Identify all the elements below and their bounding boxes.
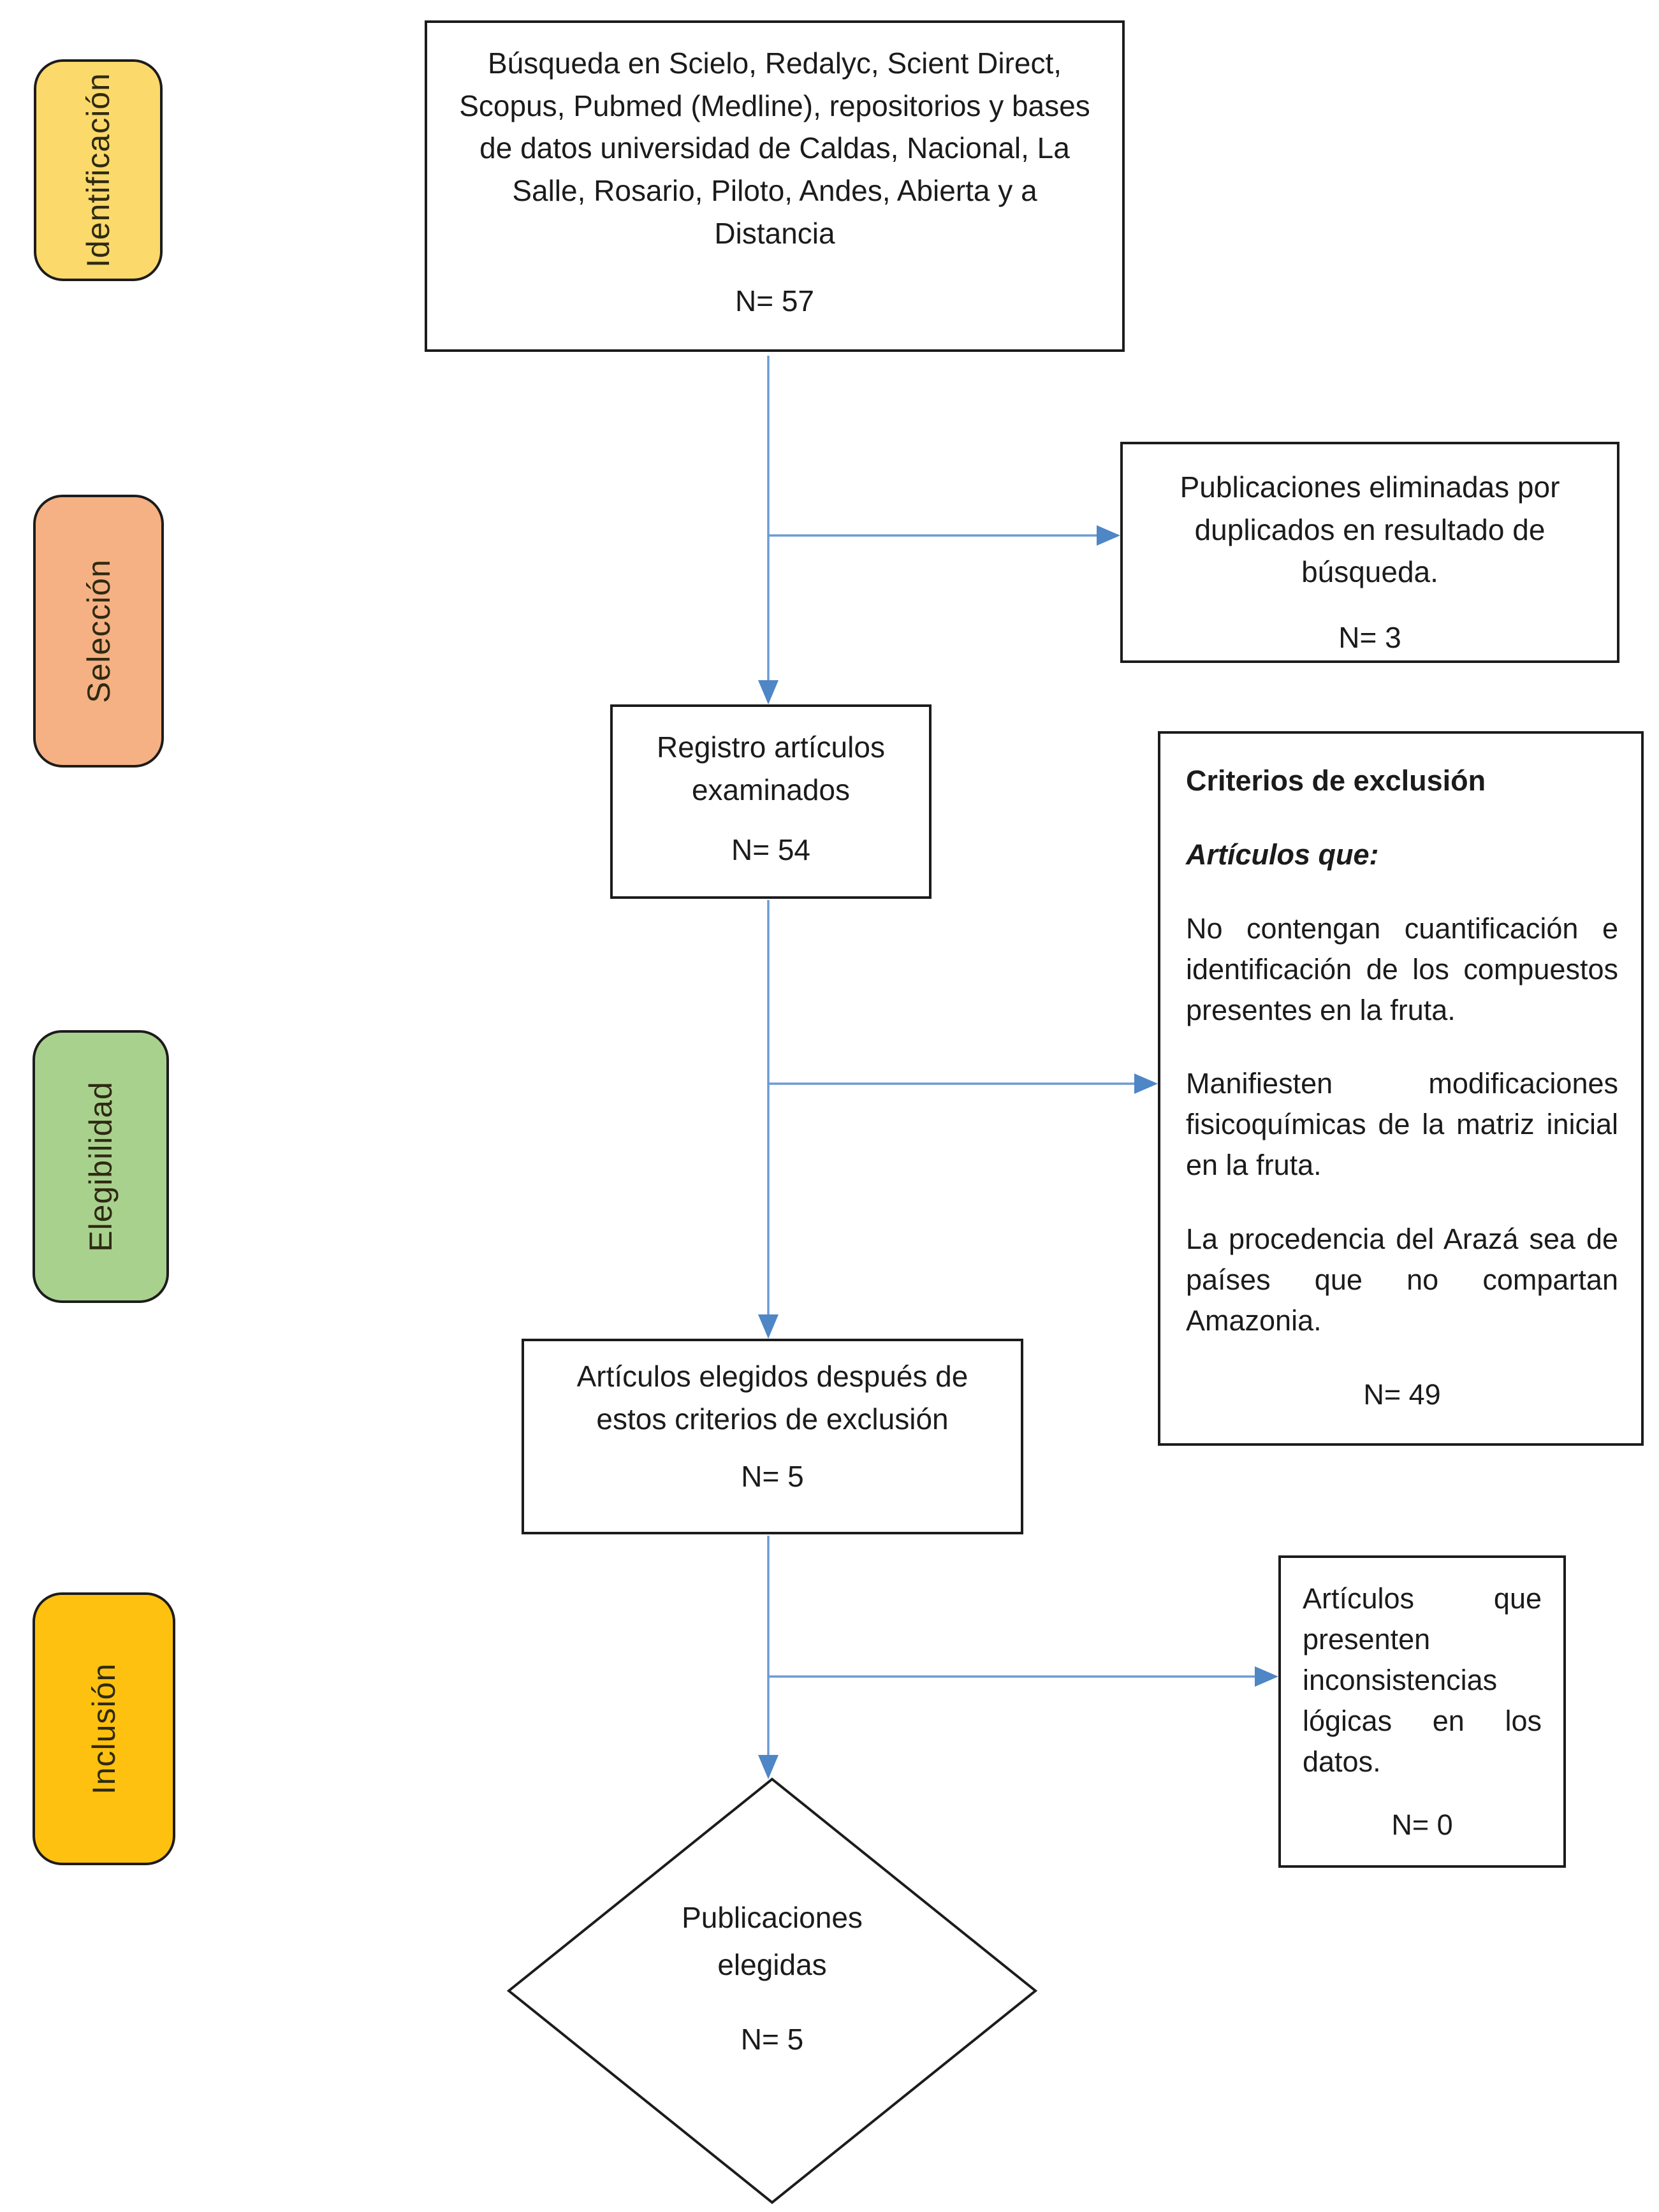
stage-identificacion-label: Identificación bbox=[80, 73, 116, 268]
arrowhead-to-exclusion-criteria bbox=[1134, 1073, 1158, 1094]
exclusion-criterion-2: Manifiesten modificaciones fisicoquímicas de la matriz inicial en la fruta. bbox=[1186, 1067, 1618, 1182]
search-sources-box bbox=[425, 20, 1125, 352]
eligible-articles-count: N= 5 bbox=[741, 1460, 804, 1494]
screened-records-text: Registro artículos examinados bbox=[657, 731, 885, 806]
stage-elegibilidad-label: Elegibilidad bbox=[83, 1081, 119, 1252]
exclusion-criteria-title: Criterios de exclusión bbox=[1186, 764, 1486, 797]
search-sources-text: Búsqueda en Scielo, Redalyc, Scient Direct, Scopus, Pubmed (Medline), repositorios y bases de datos universidad de Caldas, Nacional, La Salle, Rosario, Piloto, Andes, Abierta y a Distancia bbox=[459, 47, 1090, 250]
screened-records-box bbox=[610, 704, 932, 899]
stage-seleccion bbox=[33, 495, 164, 768]
stage-inclusion-label: Inclusión bbox=[86, 1663, 122, 1795]
exclusion-criterion-3: La procedencia del Arazá sea de países que no compartan Amazonia. bbox=[1186, 1223, 1618, 1337]
inconsistencies-text: Artículos que presenten inconsistencias lógicas en los datos. bbox=[1303, 1582, 1542, 1778]
arrowhead-eligible-to-included bbox=[758, 1755, 778, 1779]
duplicates-removed-count: N= 3 bbox=[1338, 621, 1401, 655]
stage-identificacion bbox=[34, 59, 163, 281]
duplicates-removed-box bbox=[1120, 442, 1619, 663]
duplicates-removed-text: Publicaciones eliminadas por duplicados en resultado de búsqueda. bbox=[1180, 470, 1560, 589]
included-publications-count: N= 5 bbox=[740, 2023, 804, 2056]
arrowhead-screened-to-eligible bbox=[758, 1314, 778, 1339]
stage-inclusion bbox=[33, 1592, 175, 1865]
exclusion-criterion-1: No contengan cuantificación e identificación de los compuestos presentes en la fruta. bbox=[1186, 912, 1618, 1026]
exclusion-criteria-box bbox=[1158, 731, 1644, 1446]
arrowhead-to-inconsistencies bbox=[1255, 1666, 1278, 1687]
stage-elegibilidad bbox=[33, 1030, 169, 1303]
inconsistencies-box bbox=[1278, 1555, 1566, 1868]
exclusion-criteria-subtitle: Artículos que: bbox=[1186, 838, 1379, 871]
eligible-articles-text: Artículos elegidos después de estos criterios de exclusión bbox=[576, 1360, 968, 1436]
stage-seleccion-label: Selección bbox=[80, 559, 117, 703]
arrowhead-search-to-screened bbox=[758, 680, 778, 704]
included-publications-label bbox=[635, 1895, 909, 2063]
search-sources-count: N= 57 bbox=[734, 284, 815, 318]
inconsistencies-count: N= 0 bbox=[1391, 1808, 1453, 1842]
exclusion-criteria-count: N= 49 bbox=[1363, 1378, 1441, 1411]
screened-records-count: N= 54 bbox=[731, 833, 811, 867]
included-publications-text: Publicaciones elegidas bbox=[682, 1901, 863, 1981]
arrowhead-to-duplicates bbox=[1097, 525, 1120, 546]
eligible-articles-box bbox=[522, 1339, 1023, 1534]
